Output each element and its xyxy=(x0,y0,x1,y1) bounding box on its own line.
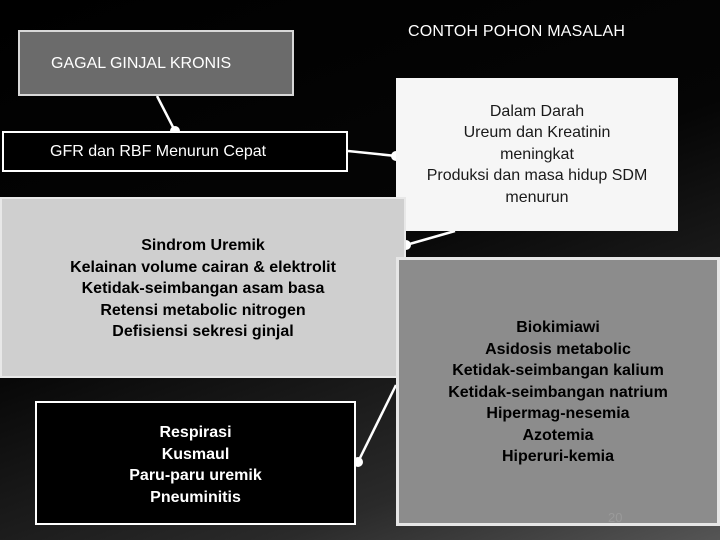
box-line: Hiperuri-kemia xyxy=(501,448,615,465)
box-line: Kusmaul xyxy=(161,445,230,463)
box-biokimiawi xyxy=(396,257,720,526)
box-respirasi xyxy=(35,401,356,525)
box-line: Sindrom Uremik xyxy=(141,237,265,254)
box-line: meningkat xyxy=(500,145,574,163)
connector-biokimia-to-respirasi xyxy=(358,385,396,462)
box-line: Paru-paru uremik xyxy=(129,467,262,484)
connector-gfr-to-darah xyxy=(348,151,396,156)
box-line: Dalam Darah xyxy=(489,102,585,120)
box-line: Ketidak-seimbangan kalium xyxy=(452,362,664,379)
slide-title: CONTOH POHON MASALAH xyxy=(408,23,626,40)
connector-gagal-to-gfr xyxy=(157,96,175,131)
box-line: Biokimiawi xyxy=(516,319,600,336)
box-line: Defisiensi sekresi ginjal xyxy=(112,323,294,340)
box-line: Respirasi xyxy=(159,424,232,441)
box-gfr-rbf xyxy=(2,131,348,172)
slide-number: 20 xyxy=(608,510,623,525)
connector-darah-to-sindrom xyxy=(406,231,455,245)
box-gagal-ginjal-kronis xyxy=(18,30,294,96)
box-dalam-darah xyxy=(396,78,678,231)
box-line: Kelainan volume cairan & elektrolit xyxy=(70,258,336,276)
box-line: Hipermag-nesemia xyxy=(486,405,630,422)
box-line: Ureum dan Kreatinin xyxy=(463,124,611,142)
box-line: GFR dan RBF Menurun Cepat xyxy=(50,142,267,160)
box-line: Retensi metabolic nitrogen xyxy=(100,301,306,319)
box-line: Asidosis metabolic xyxy=(485,340,631,358)
box-sindrom-uremik xyxy=(0,197,406,378)
box-line: Azotemia xyxy=(522,426,594,444)
box-line: Ketidak-seimbangan asam basa xyxy=(81,280,325,297)
box-line: Produksi dan masa hidup SDM xyxy=(426,167,648,185)
box-line: menurun xyxy=(505,188,569,206)
box-line: Pneuminitis xyxy=(150,488,241,506)
box-line: GAGAL GINJAL KRONIS xyxy=(51,55,232,73)
box-line: Ketidak-seimbangan natrium xyxy=(448,383,668,401)
